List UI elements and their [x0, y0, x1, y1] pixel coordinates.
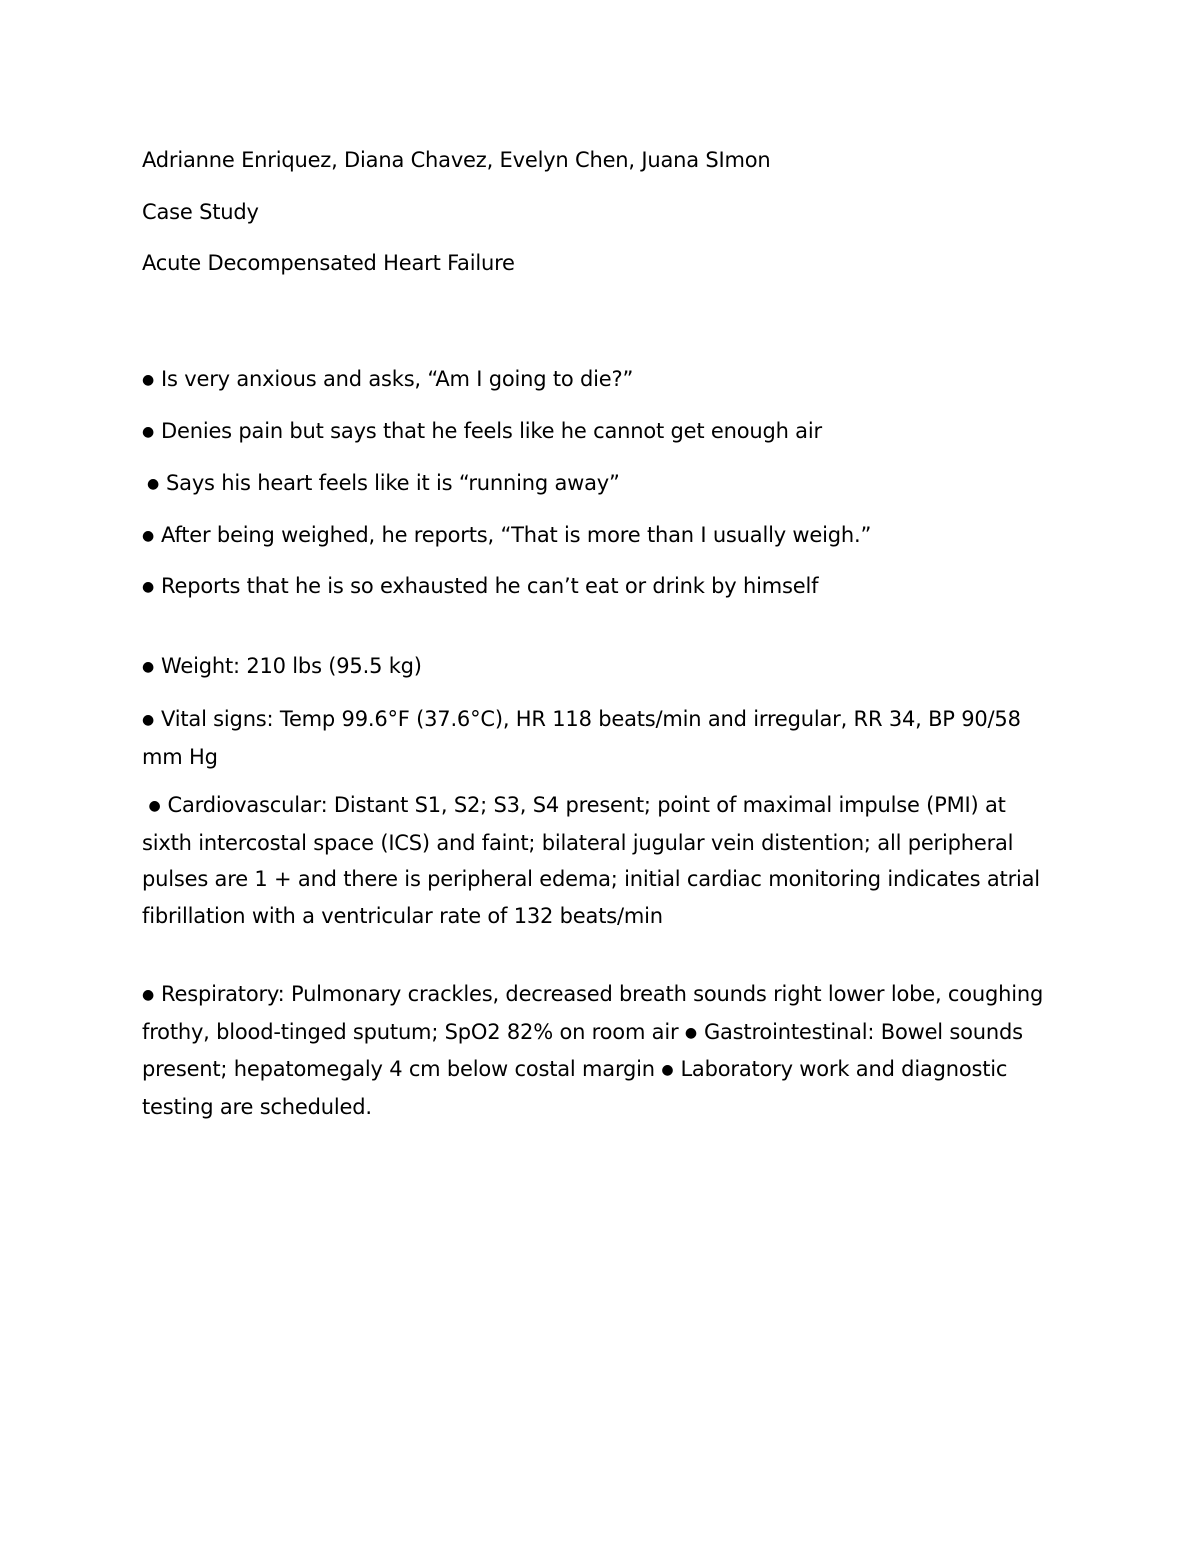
list-item: [142, 568, 818, 605]
weight-item: [142, 648, 422, 685]
author-line: Adrianne Enriquez, Diana Chavez, Evelyn Chen, Juana SImon: [142, 148, 771, 172]
list-item: [142, 361, 633, 398]
weight-text: Weight: 210 lbs (95.5 kg): [161, 654, 422, 678]
bullet-icon: ●: [142, 712, 155, 728]
document-type: Case Study: [142, 200, 259, 224]
bullet-icon: ●: [684, 1024, 697, 1041]
cardiovascular-item: [142, 787, 1057, 934]
bullet-icon: ●: [142, 579, 155, 595]
vitals-text: Vital signs: Temp 99.6°F (37.6°C), HR 118 beats/min and irregular, RR 34, BP 90/58 mm Hg: [142, 707, 1021, 769]
list-item-text: Reports that he is so exhausted he can’t eat or drink by himself: [161, 574, 819, 598]
document-title: Acute Decompensated Heart Failure: [142, 251, 515, 275]
bullet-icon: ●: [142, 987, 155, 1003]
vitals-item: [142, 701, 1022, 775]
list-item-text: Denies pain but says that he feels like he cannot get enough air: [161, 419, 822, 443]
list-item: [147, 465, 620, 502]
list-item: [142, 413, 822, 450]
cardiovascular-text: Cardiovascular: Distant S1, S2; S3, S4 present; point of maximal impulse (PMI) at sixth intercostal space (ICS) and faint; bilateral jugular vein distention; all peripheral pulses are 1 + and there is peripheral edema; initial cardiac monitoring indicates atrial fibrillation with a ventricular rate of 132 beats/min: [142, 793, 1040, 928]
bullet-icon: ●: [142, 528, 155, 544]
bullet-icon: ●: [142, 372, 155, 388]
bullet-icon: ●: [142, 424, 155, 440]
gastrointestinal-text: Gastrointestinal: Bowel sounds present; hepatomegaly 4 cm below costal margin: [142, 1019, 1023, 1081]
respiratory-item: [142, 976, 1047, 1125]
list-item: [142, 517, 871, 554]
bullet-icon: ●: [142, 659, 155, 675]
list-item-text: After being weighed, he reports, “That is more than I usually weigh.”: [161, 523, 872, 547]
list-item-text: Says his heart feels like it is “running away”: [166, 471, 620, 495]
list-item-text: Is very anxious and asks, “Am I going to die?”: [161, 367, 634, 391]
respiratory-text: Respiratory: Pulmonary crackles, decreased breath sounds right lower lobe, coughing frothy, blood-tinged sputum; SpO2 82% on room air: [142, 982, 1044, 1044]
laboratory-text: Laboratory work and diagnostic testing are scheduled.: [142, 1057, 1008, 1119]
bullet-icon: ●: [148, 798, 161, 814]
bullet-icon: ●: [147, 476, 160, 492]
bullet-icon: ●: [661, 1062, 674, 1078]
